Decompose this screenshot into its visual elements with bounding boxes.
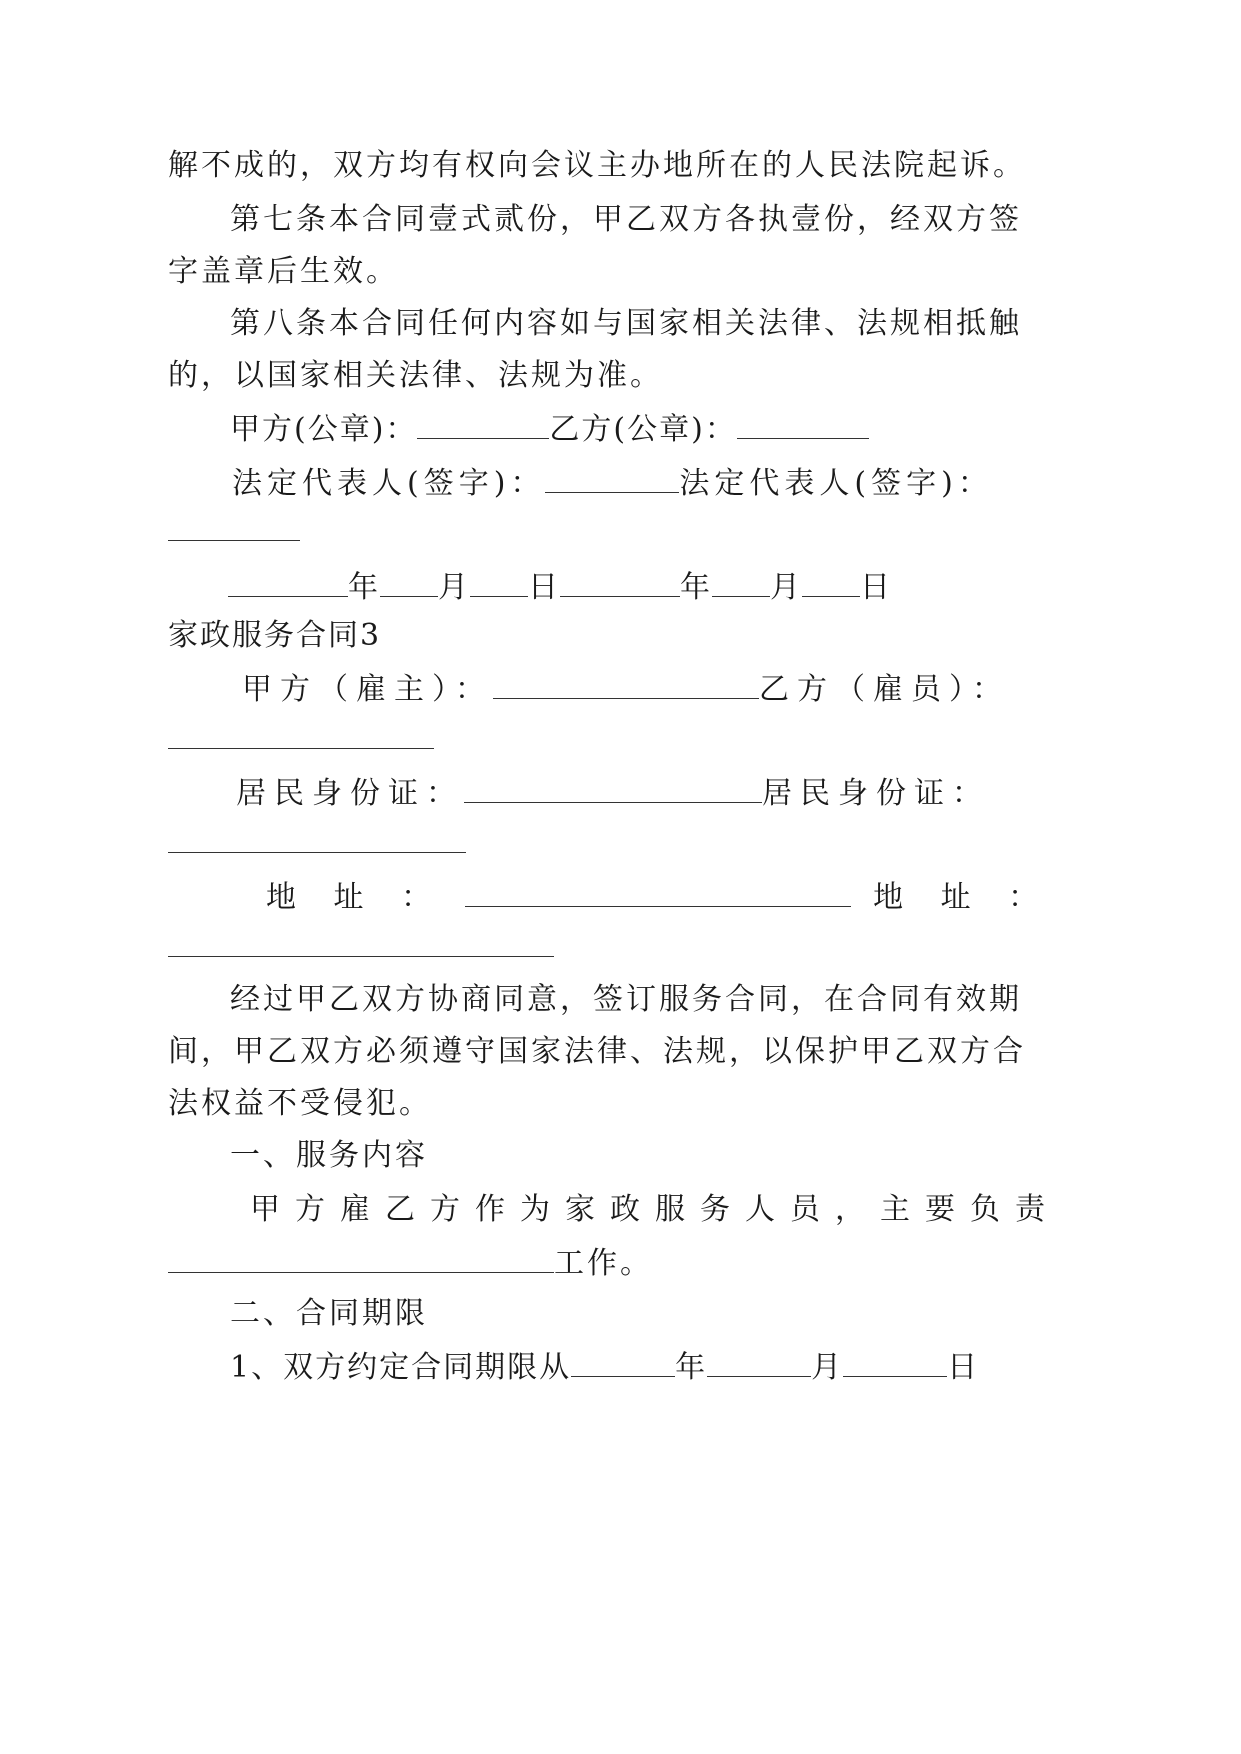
article-7-line-2 [168,252,399,292]
address-a-label: 地 址 ： [266,880,440,915]
id-line [236,772,990,814]
employee-label: 乙方（雇员）： [759,672,1010,707]
date-a-year-blank[interactable] [228,566,348,597]
term-year-blank[interactable] [571,1346,675,1377]
term-label: 1、双方约定合同期限从 [230,1350,572,1385]
term-day-blank[interactable] [843,1346,947,1377]
section-1-title [230,1136,428,1176]
term-month-blank[interactable] [707,1346,811,1377]
date-line [228,566,892,608]
date-b-month-label: 月 [770,570,802,605]
intro-text-2: 间，甲乙双方必须遵守国家法律、法规，以保护甲乙双方合 [168,1034,1026,1069]
date-a-day-blank[interactable] [470,566,528,597]
article-8-text-1: 第八条本合同任何内容如与国家相关法律、法规相抵触 [230,306,1022,341]
rep-a-label: 法定代表人(签字)： [232,466,546,501]
date-b-day-blank[interactable] [802,566,860,597]
date-a-month-label: 月 [438,570,470,605]
section-1-body-text: 甲方雇乙方作为家政服务人员，主要负责 [250,1192,1060,1227]
term-month-label: 月 [811,1350,844,1385]
intro-line-1 [230,980,1022,1020]
address-b-label: 地 址 ： [873,880,1047,915]
date-a-year-label: 年 [348,570,380,605]
id-a-label: 居民身份证： [236,776,464,811]
rep-b-blank[interactable] [168,540,300,541]
employee-blank[interactable] [168,748,434,749]
date-a-day-label: 日 [528,570,560,605]
date-b-day-label: 日 [860,570,892,605]
date-b-month-blank[interactable] [712,566,770,597]
party-a-seal-blank[interactable] [417,408,549,439]
work-suffix: 工作。 [554,1246,653,1281]
intro-line-3 [168,1084,432,1124]
term-day-label: 日 [947,1350,980,1385]
date-a-month-blank[interactable] [380,566,438,597]
section-2-title-text: 二、合同期限 [230,1296,428,1331]
rep-b-label: 法定代表人(签字)： [679,466,993,501]
party-b-seal-label: 乙方(公章)： [549,412,737,447]
section-1-body [250,1190,1060,1230]
id-b-label: 居民身份证： [762,776,990,811]
term-year-label: 年 [675,1350,708,1385]
address-b-blank[interactable] [168,956,554,957]
dispute-text: 解不成的，双方均有权向会议主办地所在的人民法院起诉。 [168,148,1026,183]
contract-3-title-text: 家政服务合同3 [168,618,382,653]
date-b-year-label: 年 [680,570,712,605]
seal-line [230,408,869,450]
work-duties-blank[interactable] [168,1242,554,1273]
party-b-seal-blank[interactable] [737,408,869,439]
article-8-text-2: 的，以国家相关法律、法规为准。 [168,358,663,393]
article-7-text-1: 第七条本合同壹式贰份，甲乙双方各执壹份，经双方签 [230,202,1022,237]
section-1-work-line [168,1242,653,1284]
article-7-text-2: 字盖章后生效。 [168,254,399,289]
article-8-line-2 [168,356,663,396]
intro-line-2 [168,1032,1026,1072]
section-1-title-text: 一、服务内容 [230,1138,428,1173]
rep-a-blank[interactable] [545,462,679,493]
employer-label: 甲方（雇主）： [242,672,493,707]
intro-text-1: 经过甲乙双方协商同意，签订服务合同，在合同有效期 [230,982,1022,1017]
employer-blank[interactable] [493,668,759,699]
address-line [266,876,1046,918]
party-a-seal-label: 甲方(公章)： [230,412,418,447]
text-line-dispute [168,146,1026,186]
id-a-blank[interactable] [464,772,762,803]
date-b-year-blank[interactable] [560,566,680,597]
intro-text-3: 法权益不受侵犯。 [168,1086,432,1121]
section-2-title [230,1294,428,1334]
id-b-blank[interactable] [168,852,466,853]
parties-line [242,668,1010,710]
contract-3-title [168,616,381,656]
representative-line [232,462,993,504]
article-7-line-1 [230,200,1022,240]
term-line [230,1346,979,1388]
article-8-line-1 [230,304,1022,344]
address-a-blank[interactable] [465,876,851,907]
